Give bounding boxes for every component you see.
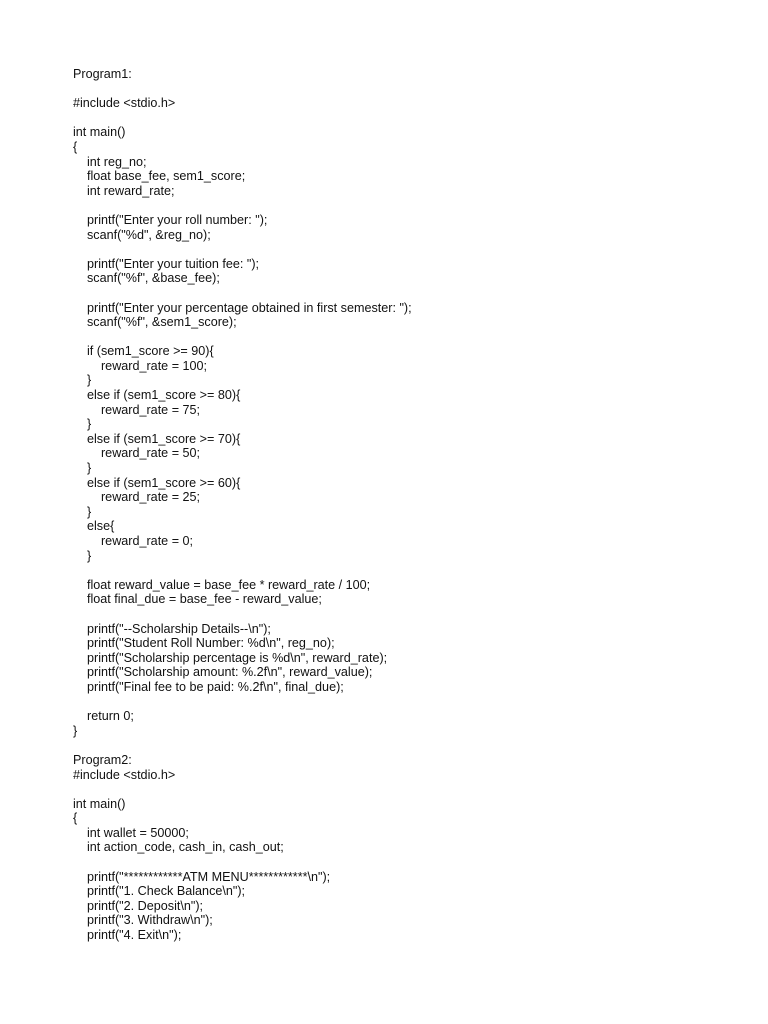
code-line <box>73 563 733 578</box>
code-line: else if (sem1_score >= 80){ <box>73 388 241 403</box>
code-line: printf("--Scholarship Details--\n"); <box>73 621 271 636</box>
code-line: printf("1. Check Balance\n"); <box>73 884 246 899</box>
code-line: printf("2. Deposit\n"); <box>73 898 204 913</box>
code-line: #include <stdio.h> <box>73 767 176 782</box>
code-line: printf("Enter your tuition fee: "); <box>73 256 260 271</box>
code-line <box>73 855 733 870</box>
code-line: printf("************ATM MENU************\n"); <box>73 869 331 884</box>
code-line: } <box>73 723 78 738</box>
code-line: int wallet = 50000; <box>73 825 189 840</box>
code-line: } <box>73 417 92 432</box>
code-line: reward_rate = 0; <box>73 534 194 548</box>
code-line <box>73 695 733 710</box>
code-line <box>73 738 733 753</box>
code-line <box>73 330 733 345</box>
code-line <box>73 82 733 97</box>
code-line: scanf("%f", &sem1_score); <box>73 315 237 330</box>
code-line: } <box>73 461 92 476</box>
code-line: float reward_value = base_fee * reward_rate / 100; <box>73 577 371 592</box>
code-line: Program2: <box>73 752 132 767</box>
code-line: } <box>73 548 92 563</box>
code-line <box>73 242 733 257</box>
code-line: reward_rate = 75; <box>73 402 201 417</box>
code-line: #include <stdio.h> <box>73 96 176 111</box>
code-line: return 0; <box>73 709 134 724</box>
code-line: int reg_no; <box>73 154 147 169</box>
code-line: } <box>73 504 92 519</box>
code-line: int main() <box>73 796 126 811</box>
code-line: printf("Scholarship amount: %.2f\n", reward_value); <box>73 665 373 680</box>
code-line: printf("Student Roll Number: %d\n", reg_no); <box>73 636 335 651</box>
code-line: { <box>73 139 78 154</box>
code-line: Program1: <box>73 67 132 81</box>
code-line: reward_rate = 25; <box>73 490 201 505</box>
code-line <box>73 111 733 126</box>
code-line: else if (sem1_score >= 60){ <box>73 475 241 490</box>
code-line: } <box>73 373 92 388</box>
code-listing <box>73 67 733 943</box>
code-line: int main() <box>73 125 126 140</box>
code-line: printf("Scholarship percentage is %d\n", reward_rate); <box>73 650 388 665</box>
code-line <box>73 198 733 213</box>
code-line: printf("3. Withdraw\n"); <box>73 913 213 928</box>
code-line: scanf("%f", &base_fee); <box>73 271 220 286</box>
code-line: reward_rate = 50; <box>73 446 201 461</box>
code-line: float base_fee, sem1_score; <box>73 169 246 184</box>
code-line: reward_rate = 100; <box>73 358 208 373</box>
code-line: else{ <box>73 519 115 534</box>
code-line: { <box>73 811 78 826</box>
code-line: if (sem1_score >= 90){ <box>73 344 214 359</box>
code-line: printf("Enter your percentage obtained in first semester: "); <box>73 300 412 315</box>
code-line <box>73 286 733 301</box>
code-line: printf("4. Exit\n"); <box>73 928 182 943</box>
code-line: printf("Enter your roll number: "); <box>73 212 268 227</box>
code-line: float final_due = base_fee - reward_value; <box>73 592 322 607</box>
code-line: else if (sem1_score >= 70){ <box>73 431 241 446</box>
code-line: scanf("%d", &reg_no); <box>73 227 211 242</box>
code-line: int reward_rate; <box>73 183 175 198</box>
code-line: printf("Final fee to be paid: %.2f\n", final_due); <box>73 679 344 694</box>
code-line <box>73 782 733 797</box>
code-line: int action_code, cash_in, cash_out; <box>73 840 284 855</box>
code-line <box>73 607 733 622</box>
